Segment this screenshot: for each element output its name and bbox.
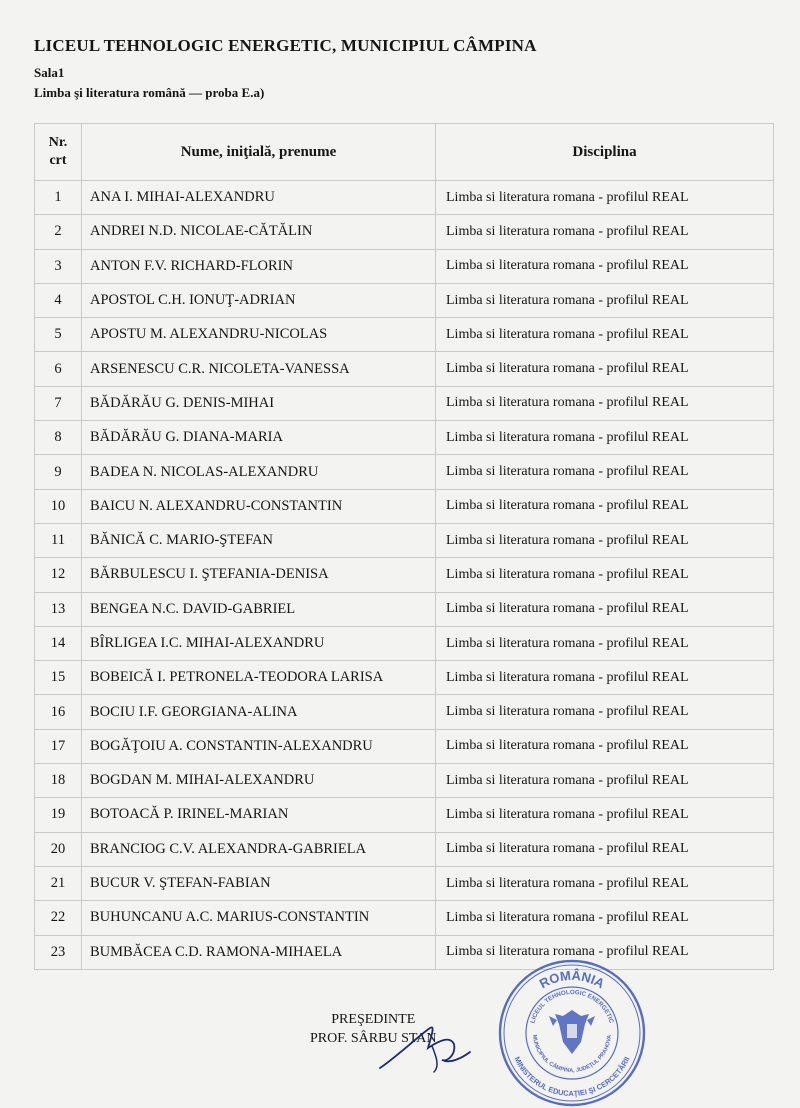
stamp-outer-text: MINISTERUL EDUCAŢIEI ŞI CERCETĂRII: [512, 1055, 632, 1099]
table-row: [35, 695, 774, 729]
table-row: [35, 421, 774, 455]
row-number: 3: [35, 249, 82, 283]
official-stamp: [497, 958, 647, 1108]
row-number: 6: [35, 352, 82, 386]
student-name: BUCUR V. ŞTEFAN-FABIAN: [82, 866, 436, 900]
row-number: 13: [35, 592, 82, 626]
row-number: 14: [35, 626, 82, 660]
header-name: Nume, iniţială, prenume: [82, 124, 436, 181]
table-row: [35, 352, 774, 386]
school-title: LICEUL TEHNOLOGIC ENERGETIC, MUNICIPIUL CÂMPINA: [34, 36, 537, 55]
discipline-cell: Limba si literatura romana - profilul REAL: [436, 181, 774, 215]
row-number: 22: [35, 901, 82, 935]
row-number: 16: [35, 695, 82, 729]
discipline-cell: Limba si literatura romana - profilul REAL: [436, 455, 774, 489]
student-name: ARSENESCU C.R. NICOLETA-VANESSA: [82, 352, 436, 386]
student-name: BOGĂŢOIU A. CONSTANTIN-ALEXANDRU: [82, 729, 436, 763]
table-row: [35, 592, 774, 626]
discipline-cell: Limba si literatura romana - profilul REAL: [436, 592, 774, 626]
discipline-cell: Limba si literatura romana - profilul REAL: [436, 421, 774, 455]
exam-subject: Limba şi literatura română — proba E.a): [34, 85, 265, 100]
row-number: 15: [35, 661, 82, 695]
discipline-cell: Limba si literatura romana - profilul REAL: [436, 798, 774, 832]
row-number: 10: [35, 489, 82, 523]
student-name: BOCIU I.F. GEORGIANA-ALINA: [82, 695, 436, 729]
student-name: BĂDĂRĂU G. DENIS-MIHAI: [82, 386, 436, 420]
row-number: 5: [35, 318, 82, 352]
header-nr: [35, 124, 82, 181]
row-number: 19: [35, 798, 82, 832]
table-row: [35, 866, 774, 900]
student-name: BÎRLIGEA I.C. MIHAI-ALEXANDRU: [82, 626, 436, 660]
discipline-cell: Limba si literatura romana - profilul REAL: [436, 935, 774, 969]
table-row: [35, 832, 774, 866]
table-row: [35, 935, 774, 969]
table-row: [35, 181, 774, 215]
discipline-cell: Limba si literatura romana - profilul REAL: [436, 318, 774, 352]
table-row: [35, 489, 774, 523]
discipline-cell: Limba si literatura romana - profilul REAL: [436, 558, 774, 592]
discipline-cell: Limba si literatura romana - profilul REAL: [436, 729, 774, 763]
discipline-cell: Limba si literatura romana - profilul REAL: [436, 283, 774, 317]
student-name: BRANCIOG C.V. ALEXANDRA-GABRIELA: [82, 832, 436, 866]
table-row: [35, 215, 774, 249]
row-number: 2: [35, 215, 82, 249]
student-name: BAICU N. ALEXANDRU-CONSTANTIN: [82, 489, 436, 523]
discipline-cell: Limba si literatura romana - profilul REAL: [436, 215, 774, 249]
student-name: BADEA N. NICOLAS-ALEXANDRU: [82, 455, 436, 489]
row-number: 20: [35, 832, 82, 866]
student-name: APOSTOL C.H. IONUŢ-ADRIAN: [82, 283, 436, 317]
student-name: APOSTU M. ALEXANDRU-NICOLAS: [82, 318, 436, 352]
svg-text:ROMÂNIA: [537, 968, 608, 992]
row-number: 7: [35, 386, 82, 420]
student-name: BOBEICĂ I. PETRONELA-TEODORA LARISA: [82, 661, 436, 695]
table-row: [35, 764, 774, 798]
student-name: ANTON F.V. RICHARD-FLORIN: [82, 249, 436, 283]
table-row: [35, 386, 774, 420]
table-row: [35, 455, 774, 489]
discipline-cell: Limba si literatura romana - profilul REAL: [436, 695, 774, 729]
row-number: 9: [35, 455, 82, 489]
table-row: [35, 661, 774, 695]
row-number: 1: [35, 181, 82, 215]
discipline-cell: Limba si literatura romana - profilul REAL: [436, 832, 774, 866]
student-name: BĂNICĂ C. MARIO-ŞTEFAN: [82, 523, 436, 557]
discipline-cell: Limba si literatura romana - profilul REAL: [436, 764, 774, 798]
signature-name: PROF. SÂRBU STAN: [310, 1031, 437, 1046]
discipline-cell: Limba si literatura romana - profilul REAL: [436, 626, 774, 660]
student-name: BĂDĂRĂU G. DIANA-MARIA: [82, 421, 436, 455]
discipline-cell: Limba si literatura romana - profilul REAL: [436, 489, 774, 523]
table-row: [35, 283, 774, 317]
discipline-cell: Limba si literatura romana - profilul REAL: [436, 901, 774, 935]
coat-of-arms-icon: [549, 1010, 595, 1054]
signature-title: PREŞEDINTE: [331, 1012, 416, 1027]
row-number: 8: [35, 421, 82, 455]
table-row: [35, 558, 774, 592]
header-discipline: Disciplina: [436, 124, 774, 181]
student-name: BOGDAN M. MIHAI-ALEXANDRU: [82, 764, 436, 798]
room-label: Sala1: [34, 65, 65, 80]
stamp-inner-text: LICEUL TEHNOLOGIC ENERGETIC: [529, 988, 615, 1025]
row-number: 23: [35, 935, 82, 969]
student-name: BENGEA N.C. DAVID-GABRIEL: [82, 592, 436, 626]
table-row: [35, 729, 774, 763]
table-row: [35, 523, 774, 557]
row-number: 21: [35, 866, 82, 900]
document-header: [34, 36, 537, 101]
stamp-top-text: ROMÂNIA: [536, 967, 608, 992]
row-number: 18: [35, 764, 82, 798]
discipline-cell: Limba si literatura romana - profilul REAL: [436, 523, 774, 557]
student-name: BUMBĂCEA C.D. RAMONA-MIHAELA: [82, 935, 436, 969]
table-body: [35, 181, 774, 970]
discipline-cell: Limba si literatura romana - profilul REAL: [436, 249, 774, 283]
row-number: 11: [35, 523, 82, 557]
student-name: BĂRBULESCU I. ŞTEFANIA-DENISA: [82, 558, 436, 592]
discipline-cell: Limba si literatura romana - profilul REAL: [436, 352, 774, 386]
student-name: BOTOACĂ P. IRINEL-MARIAN: [82, 798, 436, 832]
discipline-cell: Limba si literatura romana - profilul REAL: [436, 386, 774, 420]
discipline-cell: Limba si literatura romana - profilul REAL: [436, 866, 774, 900]
students-table: [34, 123, 774, 970]
header-nr-line1: Nr.: [48, 135, 68, 150]
student-name: ANA I. MIHAI-ALEXANDRU: [82, 181, 436, 215]
stamp-inner2-text: MUNICIPIUL CÂMPINA, JUDEŢUL PRAHOVA: [530, 1034, 613, 1075]
discipline-cell: Limba si literatura romana - profilul REAL: [436, 661, 774, 695]
table-row: [35, 318, 774, 352]
header-nr-line2: crt: [49, 153, 67, 168]
student-name: BUHUNCANU A.C. MARIUS-CONSTANTIN: [82, 901, 436, 935]
table-row: [35, 901, 774, 935]
table-row: [35, 798, 774, 832]
handwritten-signature: [370, 1010, 480, 1080]
row-number: 4: [35, 283, 82, 317]
row-number: 12: [35, 558, 82, 592]
table-header-row: [35, 124, 774, 181]
row-number: 17: [35, 729, 82, 763]
table-row: [35, 626, 774, 660]
student-name: ANDREI N.D. NICOLAE-CĂTĂLIN: [82, 215, 436, 249]
table-row: [35, 249, 774, 283]
